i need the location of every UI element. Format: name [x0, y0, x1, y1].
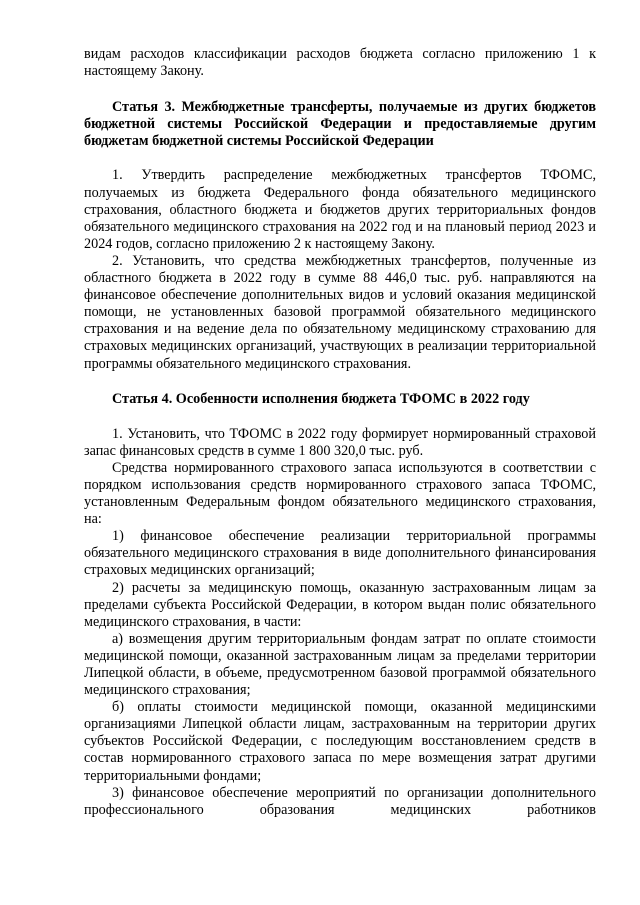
article-4-paragraph-2: Средства нормированного страхового запаса используются в соответствии с порядком использования средств нормированного страхового запаса ТФОМС, установленным Федеральным фондом обязательного медицинского страхования, на:	[84, 459, 596, 528]
article-4-item-3: 3) финансовое обеспечение мероприятий по организации дополнительного профессионального образования медицинских работников	[84, 784, 596, 818]
article-4-paragraph-1: 1. Установить, что ТФОМС в 2022 году формирует нормированный страховой запас финансовых средств в сумме 1 800 320,0 тыс. руб.	[84, 425, 596, 459]
intro-paragraph: видам расходов классификации расходов бюджета согласно приложению 1 к настоящему Закону.	[84, 46, 596, 80]
article-3-heading: Статья 3. Межбюджетные трансферты, получаемые из других бюджетов бюджетной системы Российской Федерации и предоставляемые другим бюджетам бюджетной системы Российской Федерации	[84, 99, 596, 150]
article-4-heading: Статья 4. Особенности исполнения бюджета ТФОМС в 2022 году	[112, 390, 530, 407]
article-3-paragraph-1: 1. Утвердить распределение межбюджетных трансфертов ТФОМС, получаемых из бюджета Федерального фонда обязательного медицинского страхования, областного бюджета и бюджетов других территориальных фондов обязательного медицинского страхования на 2022 год и на плановый период 2023 и 2024 годов, согласно приложению 2 к настоящему Закону.	[84, 167, 596, 252]
article-4-item-1: 1) финансовое обеспечение реализации территориальной программы обязательного медицинского страхования в виде дополнительного финансирования страховых медицинских организаций;	[84, 528, 596, 579]
article-4-subitem-b: б) оплаты стоимости медицинской помощи, оказанной медицинскими организациями Липецкой области лицам, застрахованным на территории других субъектов Российской Федерации, с последующим восстановлением средств в состав нормированного страхового запаса по мере возмещения затрат другими территориальными фондами;	[84, 699, 596, 784]
article-4-item-2: 2) расчеты за медицинскую помощь, оказанную застрахованным лицам за пределами субъекта Российской Федерации, в котором выдан полис обязательного медицинского страхования, в части:	[84, 579, 596, 630]
article-4-subitem-a: а) возмещения другим территориальным фондам затрат по оплате стоимости медицинской помощи, оказанной застрахованным лицам за пределами территории Липецкой области, в объеме, предусмотренном базовой программой обязательного медицинского страхования;	[84, 630, 596, 699]
document-page	[84, 46, 596, 819]
article-3-paragraph-2: 2. Установить, что средства межбюджетных трансфертов, полученные из областного бюджета в 2022 году в сумме 88 446,0 тыс. руб. направляются на финансовое обеспечение дополнительных видов и условий оказания медицинской помощи, не установленных базовой программой обязательного медицинского страхования и на ведение дела по обязательному медицинскому страхованию для страховых медицинских организаций, участвующих в реализации территориальной программы обязательного медицинского страхования.	[84, 252, 596, 372]
